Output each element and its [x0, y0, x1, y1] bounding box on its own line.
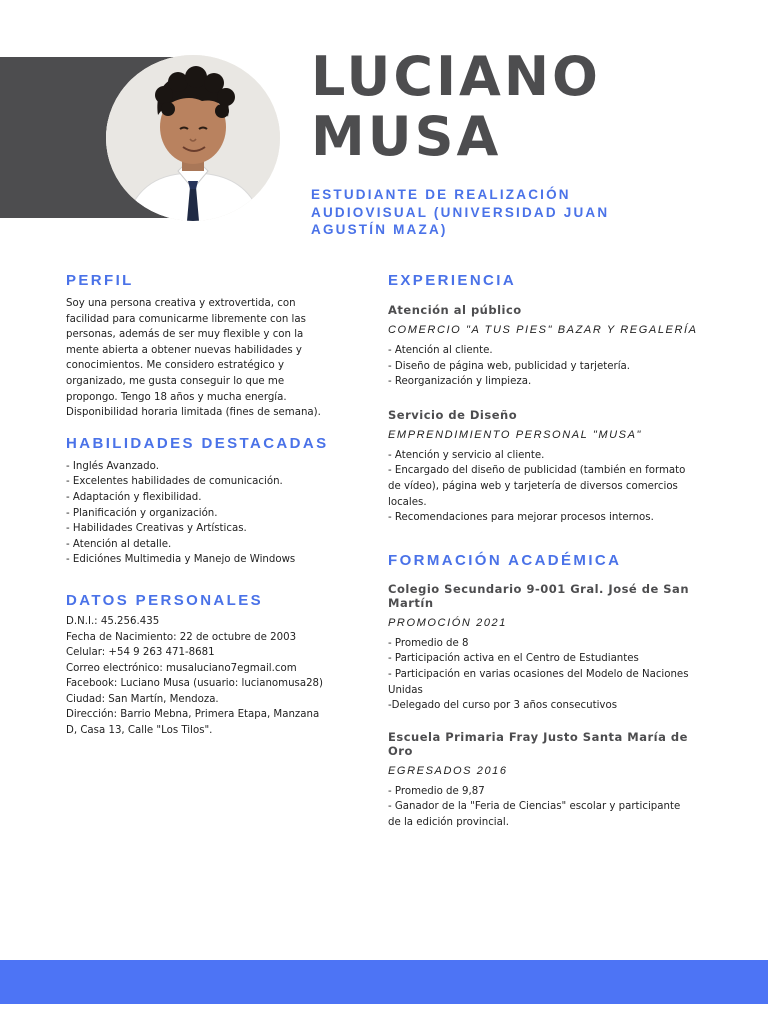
- habilidades-list: [66, 459, 342, 568]
- text-line: D, Casa 13, Calle "Los Tilos".: [66, 725, 213, 737]
- last-name: MUSA: [311, 105, 502, 168]
- list-item: - Atención al detalle.: [66, 538, 172, 550]
- text-line: propongo. Tengo 18 años y mucha energía.: [66, 391, 287, 403]
- list-item: de vídeo), página web y tarjetería de diversos comercios: [388, 480, 678, 492]
- list-item: - Atención y servicio al cliente.: [388, 449, 545, 461]
- text-line: mente abierta a obtener nuevas habilidades y: [66, 344, 302, 356]
- school-title: [388, 730, 708, 758]
- list-item: - Reorganización y limpieza.: [388, 376, 532, 388]
- text-line: Disponibilidad horaria limitada (fines de semana).: [66, 407, 321, 419]
- school-title: [388, 582, 708, 610]
- section-title-habilidades: HABILIDADES DESTACADAS: [66, 434, 329, 452]
- subtitle-line: AUDIOVISUAL (UNIVERSIDAD JUAN: [311, 204, 610, 220]
- section-title-datos: DATOS PERSONALES: [66, 591, 264, 609]
- datos-list: [66, 614, 342, 739]
- list-item: - Promedio de 9,87: [388, 785, 485, 797]
- list-item: -Delegado del curso por 3 años consecutivos: [388, 700, 618, 712]
- profile-photo: [106, 55, 280, 221]
- text-line: Fecha de Nacimiento: 22 de octubre de 2003: [66, 631, 297, 643]
- list-item: - Diseño de página web, publicidad y tarjetería.: [388, 360, 631, 372]
- list-item: locales.: [388, 496, 427, 508]
- footer-bar: [0, 960, 768, 1004]
- subtitle-line: ESTUDIANTE DE REALIZACIÓN: [311, 187, 571, 202]
- first-name: LUCIANO: [311, 45, 601, 108]
- list-item: - Adaptación y flexibilidad.: [66, 491, 202, 503]
- list-item: - Participación activa en el Centro de Estudiantes: [388, 653, 639, 665]
- text-line: facilidad para comunicarme libremente con las: [66, 313, 306, 325]
- text-line: Dirección: Barrio Mebna, Primera Etapa, Manzana: [66, 709, 320, 721]
- list-item: - Ediciónes Multimedia y Manejo de Windows: [66, 554, 296, 566]
- school-entry: [388, 730, 708, 831]
- job-title: Servicio de Diseño: [388, 407, 518, 422]
- job-details: [388, 343, 708, 390]
- list-item: Unidas: [388, 684, 423, 696]
- left-column: [66, 272, 342, 739]
- school-promotion: EGRESADOS 2016: [388, 764, 508, 777]
- school-title-line: Martín: [388, 595, 434, 610]
- school-details: [388, 636, 708, 714]
- school-title-line: Colegio Secundario 9-001 Gral. José de San: [388, 581, 690, 596]
- job-entry: [388, 408, 708, 526]
- school-entry: [388, 582, 708, 714]
- full-name: [311, 47, 601, 167]
- school-details: [388, 784, 708, 831]
- section-title-perfil: PERFIL: [66, 272, 134, 289]
- list-item: - Planificación y organización.: [66, 507, 218, 519]
- subtitle-line: AGUSTÍN MAZA): [311, 222, 448, 237]
- job-organization: EMPRENDIMIENTO PERSONAL "MUSA": [388, 428, 643, 441]
- list-item: - Inglés Avanzado.: [66, 460, 159, 472]
- school-title-line: Oro: [388, 743, 413, 758]
- job-organization: COMERCIO "A TUS PIES" BAZAR Y REGALERÍA: [388, 324, 698, 336]
- list-item: - Excelentes habilidades de comunicación.: [66, 476, 283, 488]
- text-line: Facebook: Luciano Musa (usuario: lucianomusa28): [66, 678, 324, 690]
- text-line: D.N.I.: 45.256.435: [66, 615, 160, 627]
- perfil-text: [66, 296, 342, 421]
- text-line: Correo electrónico: musaluciano7egmail.com: [66, 662, 297, 674]
- list-item: - Recomendaciones para mejorar procesos internos.: [388, 512, 654, 524]
- list-item: de la edición provincial.: [388, 816, 509, 828]
- section-title-formacion: FORMACIÓN ACADÉMICA: [388, 551, 622, 569]
- school-promotion: PROMOCIÓN 2021: [388, 616, 507, 629]
- job-entry: [388, 303, 708, 390]
- text-line: Soy una persona creativa y extrovertida, con: [66, 298, 296, 309]
- profile-photo-illustration: [106, 55, 280, 221]
- job-details: [388, 448, 708, 526]
- text-line: organizado, me gusta conseguir lo que me: [66, 375, 285, 387]
- list-item: - Habilidades Creativas y Artísticas.: [66, 523, 247, 535]
- school-title-line: Escuela Primaria Fray Justo Santa María de: [388, 729, 688, 744]
- text-line: Ciudad: San Martín, Mendoza.: [66, 693, 219, 705]
- list-item: - Participación en varias ocasiones del Modelo de Naciones: [388, 668, 689, 680]
- text-line: personas, además de ser muy flexible y con la: [66, 329, 304, 341]
- list-item: - Atención al cliente.: [388, 345, 493, 356]
- right-column: [388, 272, 708, 831]
- job-title: Atención al público: [388, 303, 522, 317]
- section-title-experiencia: EXPERIENCIA: [388, 272, 517, 289]
- list-item: - Encargado del diseño de publicidad (también en formato: [388, 465, 686, 477]
- job-subtitle: [311, 186, 631, 239]
- list-item: - Ganador de la "Feria de Ciencias" escolar y participante: [388, 801, 681, 813]
- list-item: - Promedio de 8: [388, 637, 469, 649]
- text-line: conocimientos. Me considero estratégico y: [66, 360, 285, 372]
- text-line: Celular: +54 9 263 471-8681: [66, 647, 215, 659]
